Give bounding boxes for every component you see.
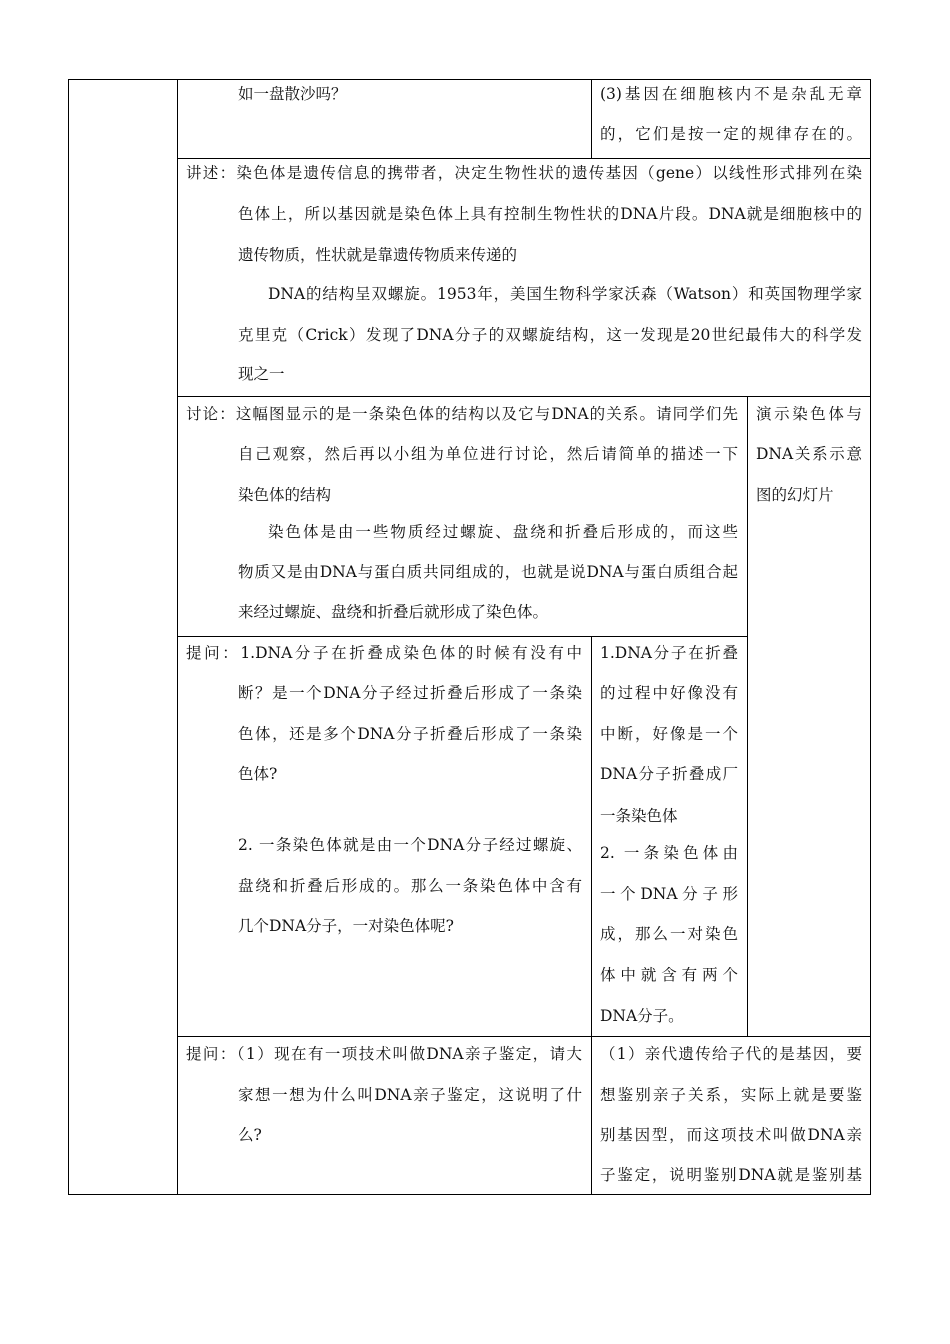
lecture-line-1: 讲述：染色体是遗传信息的携带者，决定生物性状的遗传基因（gene）以线性形式排列在染 — [186, 164, 862, 182]
lecture-line-3: 遗传物质，性状就是靠遗传物质来传递的 — [238, 246, 518, 264]
answer2-line-3: 别基因型，而这项技术叫做DNA亲 — [600, 1126, 862, 1144]
answer2-line-1: （1）亲代遗传给子代的是基因，要 — [600, 1045, 862, 1063]
table-col-divider-1 — [177, 79, 178, 1195]
discussion-line-5: 物质又是由DNA与蛋白质共同组成的，也就是说DNA与蛋白质组合起 — [238, 563, 738, 581]
lecture-line-6: 现之一 — [238, 365, 285, 383]
discussion-note-line-2: DNA关系示意 — [756, 445, 862, 463]
col-divider-top-row — [591, 79, 592, 159]
col-divider-question1 — [591, 636, 592, 1036]
col-divider-question2 — [591, 1036, 592, 1194]
answer2-line-2: 想鉴别亲子关系，实际上就是要鉴 — [600, 1086, 862, 1104]
answer1-line-8: 成，那么一对染色 — [600, 925, 738, 943]
question1-line-1: 提问：1.DNA分子在折叠成染色体的时候有没有中 — [186, 644, 582, 662]
discussion-line-6: 来经过螺旋、盘绕和折叠后就形成了染色体。 — [238, 603, 549, 621]
answer1-line-7: 一个DNA分子形 — [600, 885, 738, 903]
top-row-question-text: 如一盘散沙吗？ — [238, 85, 347, 103]
discussion-note-line-3: 图的幻灯片 — [756, 486, 834, 504]
discussion-line-3: 染色体的结构 — [238, 486, 332, 504]
question1-line-2: 断？是一个DNA分子经过折叠后形成了一条染 — [238, 684, 582, 702]
question1-line-3: 色体，还是多个DNA分子折叠后形成了一条染 — [238, 725, 582, 743]
table-bottom-border — [68, 1194, 871, 1195]
lecture-line-4: DNA的结构呈双螺旋。1953年，美国生物科学家沃森（Watson）和英国物理学家 — [268, 285, 862, 303]
table-right-border — [870, 79, 871, 1195]
row-divider-question — [177, 1036, 871, 1037]
answer1-line-3: 中断，好像是一个 — [600, 725, 738, 743]
table-left-border — [68, 79, 69, 1195]
question1-line-5: 2. 一条染色体就是由一个DNA分子经过螺旋、 — [238, 836, 582, 854]
answer1-line-4: DNA分子折叠成厂 — [600, 765, 738, 783]
table-top-border — [68, 79, 871, 80]
question2-line-2: 家想一想为什么叫DNA亲子鉴定，这说明了什 — [238, 1086, 582, 1104]
top-row-answer-line-2: 的，它们是按一定的规律存在的。 — [600, 125, 862, 143]
lecture-line-2: 色体上，所以基因就是染色体上具有控制生物性状的DNA片段。DNA就是细胞核中的 — [238, 205, 862, 223]
question2-line-3: 么? — [238, 1126, 262, 1144]
discussion-note-line-1: 演示染色体与 — [756, 405, 862, 423]
discussion-line-2: 自己观察，然后再以小组为单位进行讨论，然后请简单的描述一下 — [238, 445, 738, 463]
answer2-line-4: 子鉴定，说明鉴别DNA就是鉴别基 — [600, 1166, 862, 1184]
question1-line-7: 几个DNA分子，一对染色体呢? — [238, 917, 454, 935]
top-row-answer-line-1: (3)基因在细胞核内不是杂乱无章 — [600, 85, 862, 103]
row-divider-top — [177, 158, 871, 159]
answer1-line-2: 的过程中好像没有 — [600, 684, 738, 702]
answer1-line-5: 一条染色体 — [600, 807, 678, 825]
row-divider-lecture — [177, 396, 871, 397]
col-divider-note — [747, 396, 748, 1036]
discussion-line-1: 讨论：这幅图显示的是一条染色体的结构以及它与DNA的关系。请同学们先 — [186, 405, 738, 423]
answer1-line-1: 1.DNA分子在折叠 — [600, 644, 738, 662]
row-divider-discussion — [177, 636, 747, 637]
question2-line-1: 提问：（1）现在有一项技术叫做DNA亲子鉴定，请大 — [186, 1045, 582, 1063]
discussion-line-4: 染色体是由一些物质经过螺旋、盘绕和折叠后形成的，而这些 — [268, 523, 738, 541]
lecture-line-5: 克里克（Crick）发现了DNA分子的双螺旋结构，这一发现是20世纪最伟大的科学发 — [238, 326, 862, 344]
answer1-line-9: 体中就含有两个 — [600, 966, 738, 984]
question1-line-4: 色体? — [238, 765, 278, 783]
answer1-line-6: 2. 一条染色体由 — [600, 844, 738, 862]
answer1-line-10: DNA分子。 — [600, 1007, 684, 1025]
question1-line-6: 盘绕和折叠后形成的。那么一条染色体中含有 — [238, 877, 582, 895]
